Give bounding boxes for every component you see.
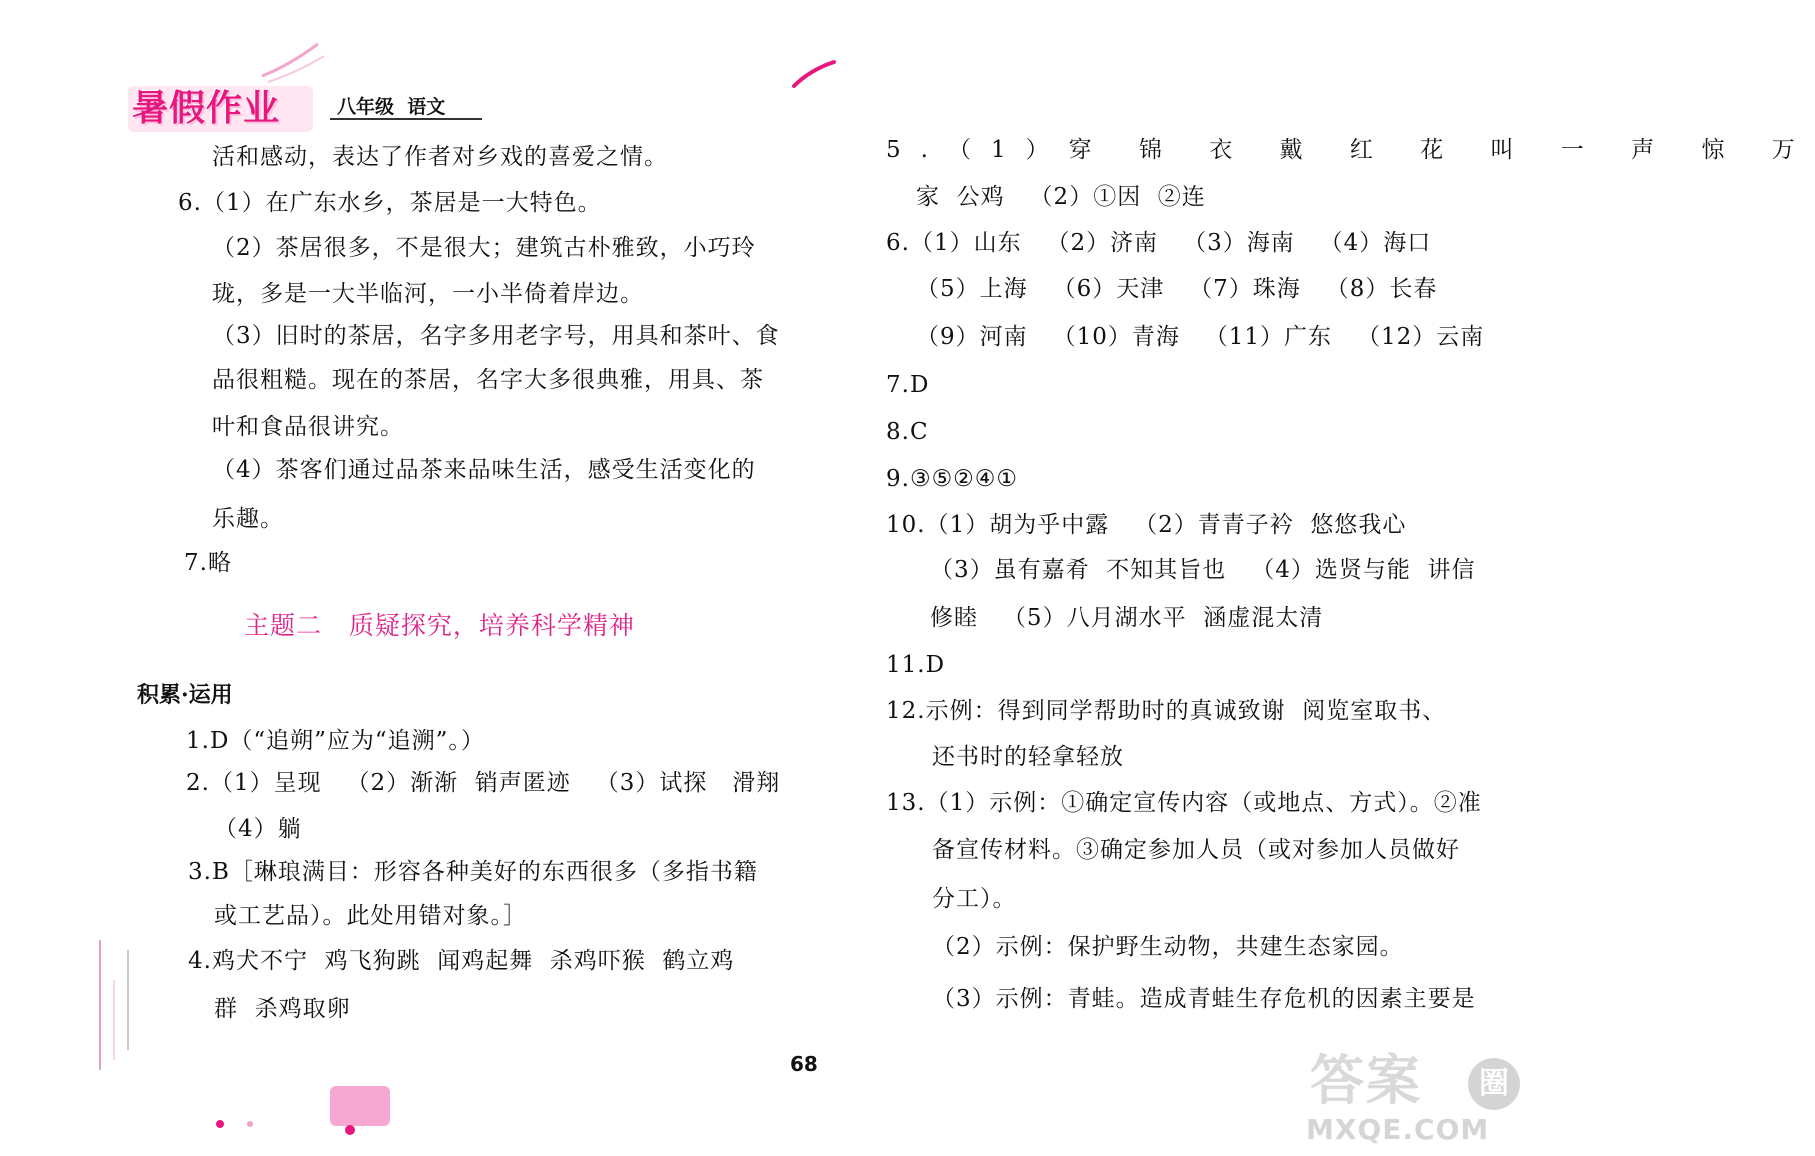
answer-line: 叶和食品很讲究。 (212, 414, 404, 440)
grade-subject-label: 八年级 语文 (337, 96, 446, 118)
answer-line: 11.D (886, 652, 946, 678)
answer-line: 3.B［琳琅满目：形容各种美好的东西很多（多指书籍 (188, 859, 758, 885)
answer-line: 家 公鸡 （2）①因 ②连 (916, 184, 1206, 210)
decorative-margin-lines (86, 930, 166, 1080)
answer-line: （3）旧时的茶居，名字多用老字号，用具和茶叶、食 (212, 323, 780, 349)
logo-text: 暑假作业 (132, 88, 281, 129)
answer-line: 备宣传材料。③确定参加人员（或对参加人员做好 (932, 837, 1460, 863)
decorative-swoosh (258, 36, 328, 86)
site-watermark (1300, 1050, 1530, 1154)
answer-line: 7.略 (184, 550, 232, 576)
page-number: 68 (790, 1052, 818, 1076)
watermark-top-text: 答案 (1310, 1049, 1422, 1112)
workbook-logo (128, 86, 313, 132)
answer-line: 7.D (886, 372, 930, 398)
answer-line: 4.鸡犬不宁 鸡飞狗跳 闻鸡起舞 杀鸡吓猴 鹤立鸡 (188, 948, 735, 974)
answer-line: 修睦 （5）八月湖水平 涵虚混太清 (930, 605, 1324, 631)
watermark-url: MXQE.COM (1306, 1113, 1490, 1146)
answer-line: 13.（1）示例：①确定宣传内容（或地点、方式）。②准 (886, 790, 1482, 816)
answer-line: 10.（1）胡为乎中露 （2）青青子衿 悠悠我心 (886, 512, 1407, 538)
answer-line: 品很粗糙。现在的茶居，名字大多很典雅，用具、茶 (212, 367, 764, 393)
answer-line: （2）示例：保护野生动物，共建生态家园。 (932, 934, 1404, 960)
answer-line: 2.（1）呈现 （2）渐渐 销声匿迹 （3）试探 滑翔 (186, 770, 781, 796)
answer-line: 分工）。 (932, 886, 1017, 912)
answer-line: 6.（1）在广东水乡，茶居是一大特色。 (178, 190, 602, 216)
answer-line: 还书时的轻拿轻放 (932, 744, 1124, 770)
section-title: 积累·运用 (137, 682, 233, 708)
header-underline (330, 118, 482, 120)
answer-line: 群 杀鸡取卵 (214, 996, 351, 1022)
decorative-brush-mark (790, 58, 840, 92)
answer-line: 9.③⑤②④① (886, 466, 1019, 492)
answer-line: （5）上海 （6）天津 （7）珠海 （8）长春 (916, 276, 1438, 302)
answer-line: 1.D（“追朔”应为“追溯”。） (186, 728, 485, 754)
topic-title: 主题二 质疑探究，培养科学精神 (244, 611, 635, 640)
answer-line: （4）躺 (214, 816, 302, 842)
answer-line: 乐趣。 (212, 506, 284, 532)
decorative-bottom-ornament (200, 1080, 420, 1140)
answer-line: 5.（1）穿 锦 衣 戴 红 花 叫 一 声 惊 万 (886, 137, 1815, 163)
answer-line: 或工艺品）。此处用错对象。］ (214, 903, 527, 929)
answer-line: 8.C (886, 419, 929, 445)
answer-line: （3）虽有嘉肴 不知其旨也 （4）选贤与能 讲信 (930, 557, 1476, 583)
answer-line: （3）示例：青蛙。造成青蛙生存危机的因素主要是 (932, 986, 1476, 1012)
answer-line: 活和感动，表达了作者对乡戏的喜爱之情。 (212, 144, 668, 170)
answer-line: （9）河南 （10）青海 （11）广东 （12）云南 (916, 324, 1485, 350)
answer-line: 12.示例：得到同学帮助时的真诚致谢 阅览室取书、 (886, 698, 1447, 724)
answer-line: （4）茶客们通过品茶来品味生活，感受生活变化的 (212, 457, 756, 483)
answer-line: 6.（1）山东 （2）济南 （3）海南 （4）海口 (886, 230, 1432, 256)
answer-line: （2）茶居很多，不是很大；建筑古朴雅致，小巧玲 (212, 235, 756, 261)
answer-line: 珑，多是一大半临河，一小半倚着岸边。 (212, 281, 644, 307)
watermark-badge: 圈 (1468, 1058, 1520, 1110)
